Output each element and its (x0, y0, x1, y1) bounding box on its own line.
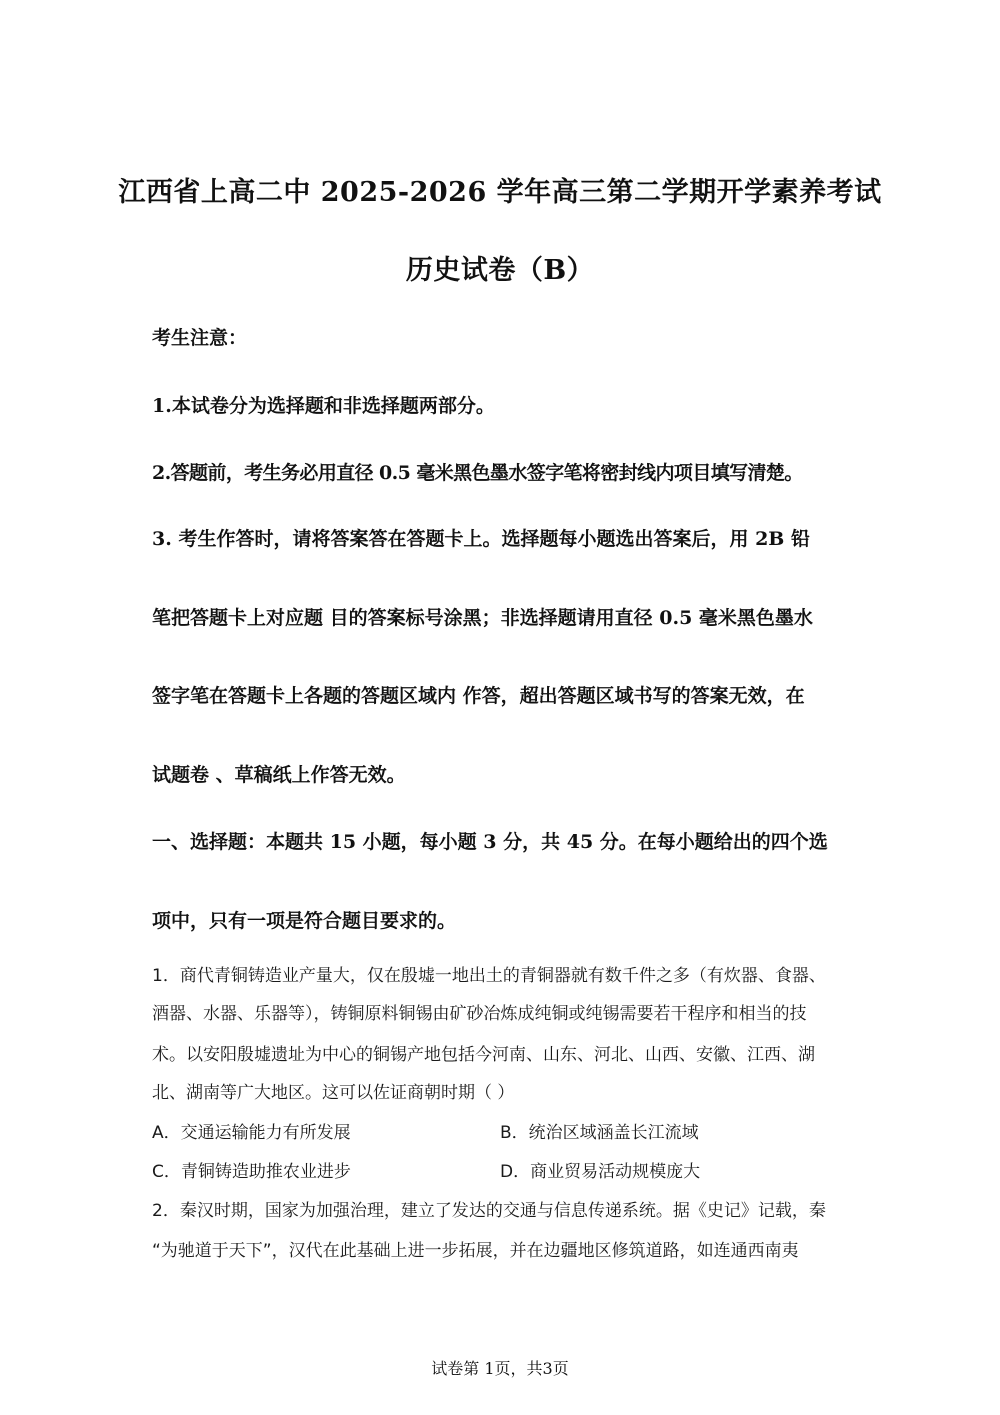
question-1-option-a: A．交通运输能力有所发展 (152, 1123, 351, 1143)
question-1-option-c: C．青铜铸造助推农业进步 (152, 1162, 351, 1182)
question-1-line: 术。以安阳殷墟遗址为中心的铜锡产地包括今河南、山东、河北、山西、安徽、江西、湖 (152, 1045, 815, 1065)
notice-item-1: 1.本试卷分为选择题和非选择题两部分。 (152, 395, 495, 417)
question-1-line: 北、湖南等广大地区。这可以佐证商朝时期（ ） (152, 1083, 515, 1103)
notice-item-3-line: 签字笔在答题卡上各题的答题区域内 作答，超出答题区域书写的答案无效，在 (152, 685, 805, 707)
question-2-line: 2．秦汉时期，国家为加强治理，建立了发达的交通与信息传递系统。据《史记》记载，秦 (152, 1201, 826, 1221)
notice-item-3-line: 笔把答题卡上对应题 目的答案标号涂黑；非选择题请用直径 0.5 毫米黑色墨水 (152, 607, 813, 629)
question-1-option-b: B．统治区域涵盖长江流域 (500, 1123, 699, 1143)
page-footer: 试卷第 1页，共3页 (431, 1359, 569, 1378)
notice-item-3-line: 试题卷 、草稿纸上作答无效。 (152, 764, 406, 786)
question-1-option-d: D．商业贸易活动规模庞大 (500, 1162, 701, 1182)
section-heading: 项中，只有一项是符合题目要求的。 (152, 910, 457, 932)
notice-item-2: 2.答题前，考生务必用直径 0.5 毫米黑色墨水签字笔将密封线内项目填写清楚。 (152, 462, 803, 484)
question-1-line: 酒器、水器、乐器等），铸铜原料铜锡由矿砂冶炼成纯铜或纯锡需要若干程序和相当的技 (152, 1004, 807, 1024)
exam-title: 江西省上高二中 2025-2026 学年高三第二学期开学素养考试 (118, 177, 882, 208)
section-heading: 一、选择题：本题共 15 小题，每小题 3 分，共 45 分。在每小题给出的四个选 (152, 831, 828, 853)
notice-heading: 考生注意： (152, 327, 248, 349)
question-1-line: 1．商代青铜铸造业产量大，仅在殷墟一地出土的青铜器就有数千件之多（有炊器、食器、 (152, 966, 826, 986)
exam-subtitle: 历史试卷（B） (405, 255, 595, 286)
question-2-line: “为驰道于天下”，汉代在此基础上进一步拓展，并在边疆地区修筑道路，如连通西南夷 (152, 1241, 799, 1261)
notice-item-3-line: 3. 考生作答时，请将答案答在答题卡上。选择题每小题选出答案后，用 2B 铅 (152, 528, 810, 550)
